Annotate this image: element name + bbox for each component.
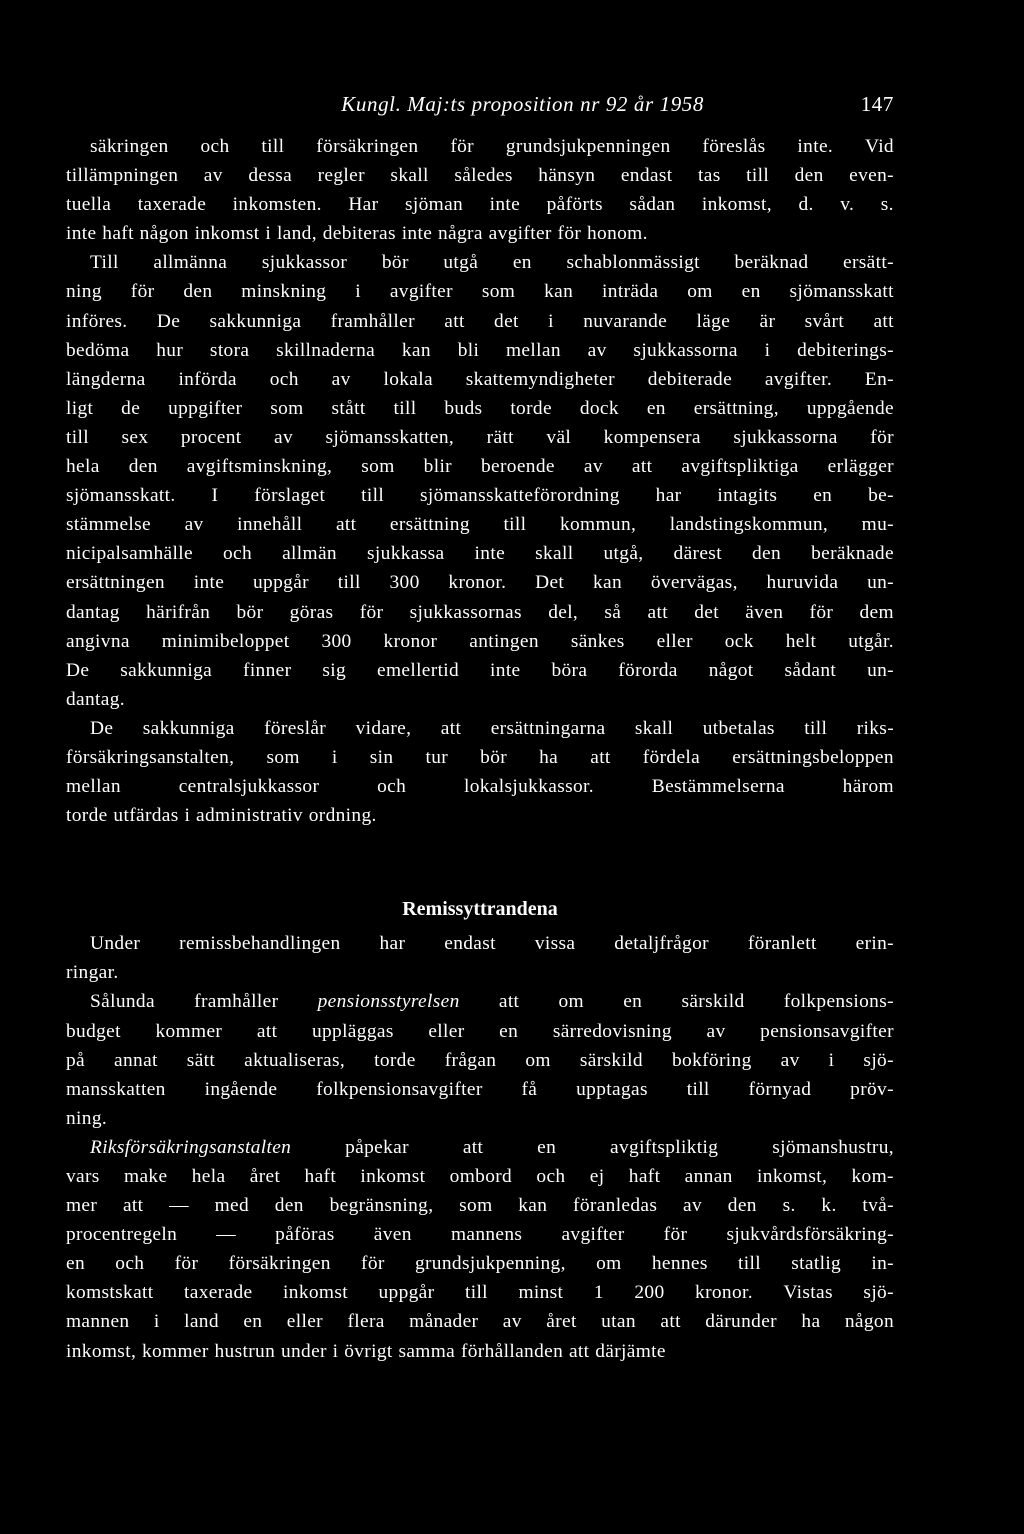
text-line: angivna minimibeloppet 300 kronor antingen sänkes eller ock helt utgår. [66,630,894,652]
text-line: tillämpningen av dessa regler skall således hänsyn endast tas till den even- [66,165,894,187]
body-text-after-heading [66,929,894,1365]
text-line: försäkringsanstalten, som i sin tur bör ha att fördela ersättningsbeloppen [66,746,894,768]
text-line: ning för den minskning i avgifter som kan inträda om en sjömansskatt [66,281,894,303]
text-line: procentregeln — påföras även mannens avgifter för sjukvårdsförsäkring- [66,1224,894,1246]
text-line: införes. De sakkunniga framhåller att det i nuvarande läge är svårt att [66,310,894,332]
text-line: mansskatten ingående folkpensionsavgifter få upptagas till förnyad pröv- [66,1078,894,1100]
text-line: ligt de uppgifter som stått till buds torde dock en ersättning, uppgående [66,397,894,419]
text-line: längderna införda och av lokala skattemyndigheter debiterade avgifter. En- [66,368,894,390]
text-line: dantag härifrån bör göras för sjukkassornas del, så att det även för dem [66,601,894,623]
text-line: Sålunda framhåller pensionsstyrelsen att om en särskild folkpensions- [90,991,894,1013]
text-line: De sakkunniga föreslår vidare, att ersättningarna skall utbetalas till riks- [90,717,894,739]
text-line: mellan centralsjukkassor och lokalsjukkassor. Bestämmelserna härom [66,776,894,798]
section-heading: Remissyttrandena [402,898,558,921]
text-line: ringar. [66,962,119,984]
text-line: vars make hela året haft inkomst ombord och ej haft annan inkomst, kom- [66,1166,894,1187]
text-line: tuella taxerade inkomsten. Har sjöman inte påförts sådan inkomst, d. v. s. [66,194,894,216]
text-line: till sex procent av sjömansskatten, rätt väl kompensera sjukkassorna för [66,426,894,448]
text-line: sjömansskatt. I förslaget till sjömansskatteförordning har intagits en be- [66,485,894,507]
text-line: torde utfärdas i administrativ ordning. [66,805,377,827]
text-line: bedöma hur stora skillnaderna kan bli mellan av sjukkassorna i debiterings- [66,339,894,361]
text-line: dantag. [66,688,125,710]
text-line: mannen i land en eller flera månader av året utan att därunder ha någon [66,1311,894,1333]
header-title: Kungl. Maj:ts proposition nr 92 år 1958 [341,92,704,116]
text-line: budget kommer att uppläggas eller en särredovisning av pensionsavgifter [66,1020,894,1042]
text-line: Riksförsäkringsanstalten påpekar att en avgiftspliktig sjömanshustru, [90,1136,894,1158]
text-line: inte haft någon inkomst i land, debiteras inte några avgifter för honom. [66,223,648,245]
text-line: hela den avgiftsminskning, som blir beroende av att avgiftspliktiga erlägger [66,456,894,478]
body-text-before-heading [66,132,894,830]
text-line: mer att — med den begränsning, som kan föranledas av den s. k. två- [66,1195,894,1217]
text-line: säkringen och till försäkringen för grundsjukpenningen föreslås inte. Vid [90,136,894,157]
text-line: Under remissbehandlingen har endast vissa detaljfrågor föranlett erin- [90,933,894,955]
text-line: De sakkunniga finner sig emellertid inte böra förorda något sådant un- [66,659,894,681]
text-line: på annat sätt aktualiseras, torde frågan om särskild bokföring av i sjö- [66,1049,894,1071]
document-page [66,92,894,1366]
text-line: stämmelse av innehåll att ersättning till kommun, landstingskommun, mu- [66,514,894,536]
text-line: Till allmänna sjukkassor bör utgå en schablonmässigt beräknad ersätt- [90,252,894,274]
text-line: en och för försäkringen för grundsjukpenning, om hennes till statlig in- [66,1253,894,1275]
page-number: 147 [860,92,894,116]
running-header [66,92,894,132]
text-line: nicipalsamhälle och allmän sjukkassa inte skall utgå, därest den beräknade [66,543,894,565]
text-line: komstskatt taxerade inkomst uppgår till minst 1 200 kronor. Vistas sjö- [66,1282,894,1304]
text-line: inkomst, kommer hustrun under i övrigt samma förhållanden att därjämte [66,1340,666,1362]
text-line: ersättningen inte uppgår till 300 kronor. Det kan övervägas, huruvida un- [66,572,894,594]
text-line: ning. [66,1107,108,1129]
